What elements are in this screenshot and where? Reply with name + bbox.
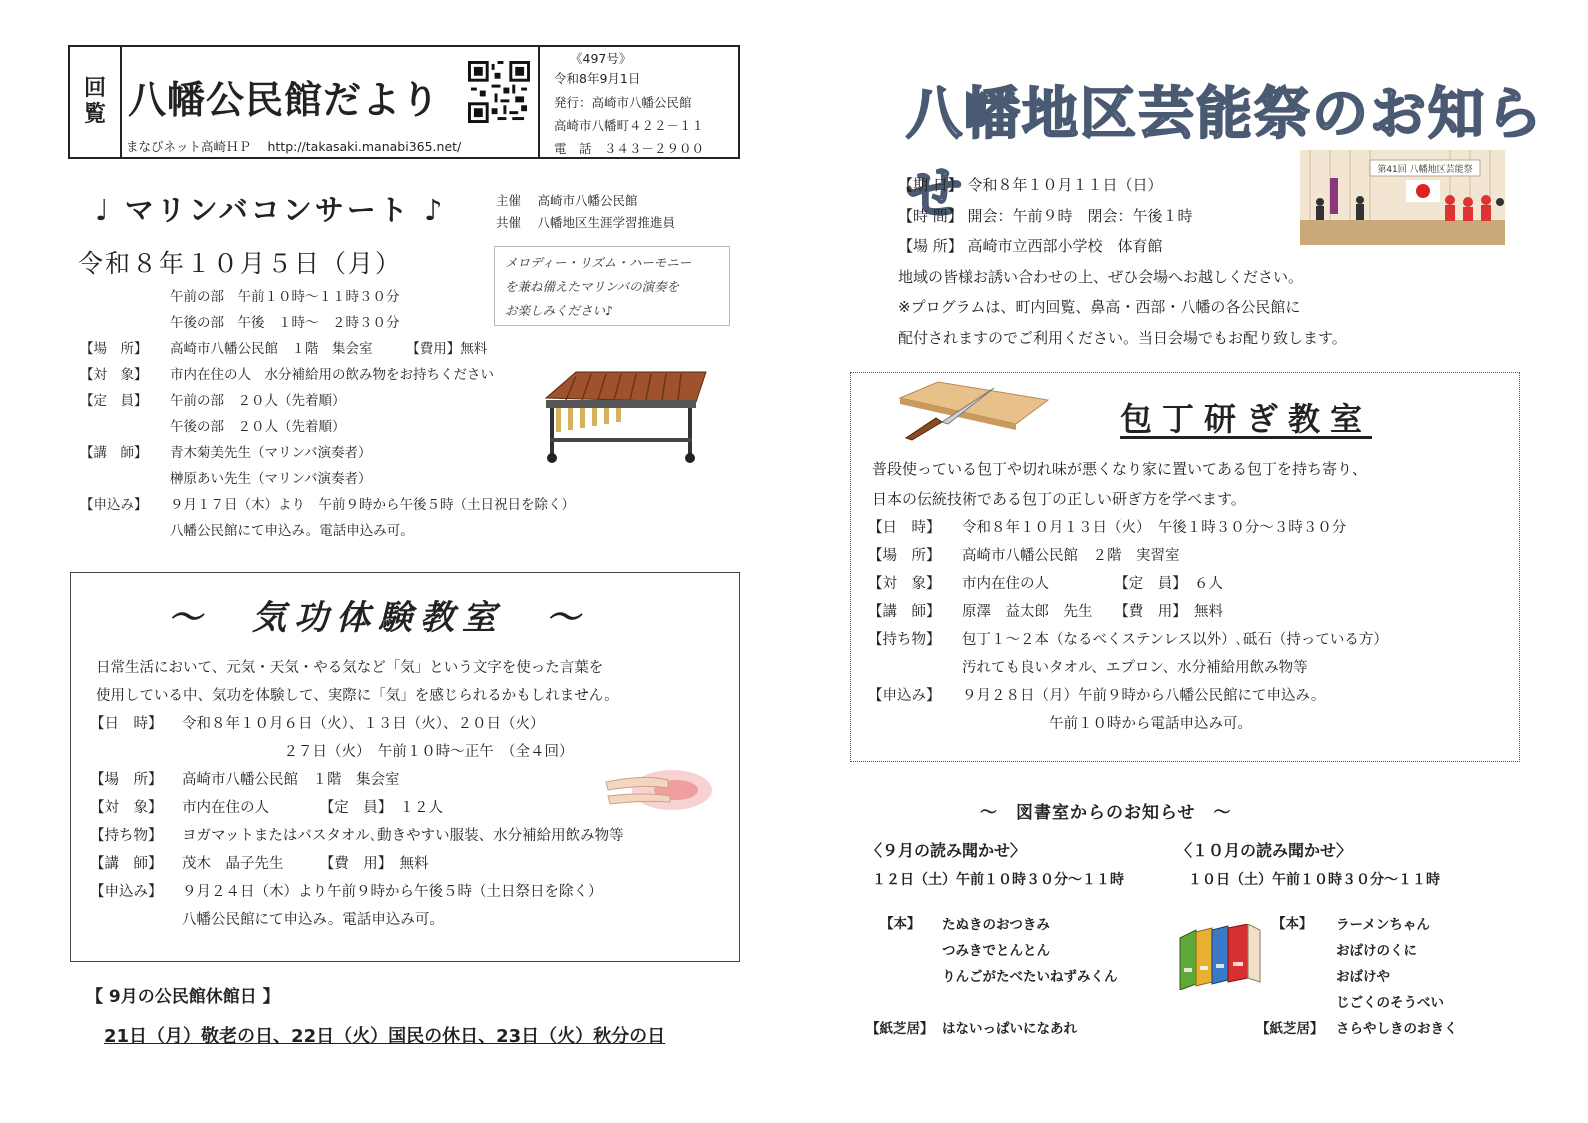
hands-illustration xyxy=(604,766,714,814)
detail-value: ２７日（火） 午前１０時～正午 （全４回） xyxy=(182,744,574,760)
detail-row xyxy=(868,514,1388,542)
phone: 電 話 ３４３－２９００ xyxy=(554,141,705,156)
detail-row xyxy=(80,414,575,440)
kiko-details xyxy=(90,710,624,934)
detail-value: ヨガマットまたはバスタオル､動きやすい服装、水分補給用飲み物等 xyxy=(182,828,624,844)
detail-row xyxy=(90,794,624,822)
oct-time: １０日（土）午前１０時３０分～１１時 xyxy=(1188,872,1440,888)
detail-row xyxy=(90,766,624,794)
detail-label: 【申込み】 xyxy=(80,497,148,513)
book-title: おばけのくに xyxy=(1336,943,1417,959)
geino-details xyxy=(898,170,1347,353)
detail-row xyxy=(80,388,575,414)
marimba-morning: 午前の部 午前１０時～１１時３０分 xyxy=(170,289,400,305)
geino-note-2: 配付されますのでご利用ください。当日会場でもお配り致します。 xyxy=(898,328,1347,347)
detail-row xyxy=(90,850,624,878)
detail-value: 午後の部 ２０人（先着順） xyxy=(170,419,346,435)
oct-kamishibai-label: 【紙芝居】 xyxy=(1256,1021,1324,1037)
detail-value: ９月１７日（木）より 午前９時から午後５時（土日祝日を除く） xyxy=(170,497,575,513)
detail-row xyxy=(868,626,1388,654)
hocho-intro-line: 普段使っている包丁や切れ味が悪くなり家に置いてある包丁を持ち寄り、 xyxy=(872,460,1368,478)
marimba-title: ♩ マリンバコンサート ♪ xyxy=(95,193,446,227)
detail-row xyxy=(868,654,1388,682)
detail-value: 市内在住の人 水分補給用の飲み物をお持ちください xyxy=(170,367,494,383)
sept-kamishibai: はないっぱいになあれ xyxy=(942,1021,1077,1037)
detail-label: 【持ち物】 xyxy=(868,632,941,648)
book-title: つみきでとんとん xyxy=(942,943,1050,959)
detail-label: 【講 師】 xyxy=(90,856,163,872)
hocho-title: 包丁研ぎ教室 xyxy=(1120,400,1373,438)
oct-books xyxy=(1336,912,1444,1016)
publisher: 発行：高崎市八幡公民館 xyxy=(554,95,692,110)
detail-value: 令和８年１０月１３日（火） 午後１時３０分～３時３０分 xyxy=(962,520,1347,536)
book-title: りんごがたべたいねずみくん xyxy=(942,969,1118,985)
melody-callout xyxy=(494,246,730,326)
detail-value: 汚れても良いタオル、エプロン、水分補給用飲み物等 xyxy=(962,660,1308,676)
detail-row xyxy=(90,710,624,738)
detail-value: 八幡公民館にて申込み。電話申込み可。 xyxy=(182,912,444,928)
hocho-intro-line: 日本の伝統技術である包丁の正しい研ぎ方を学べます。 xyxy=(872,490,1246,508)
detail-row xyxy=(90,738,624,766)
detail-label: 【日 時】 xyxy=(868,520,941,536)
marimba-date: 令和８年１０月５日（月） xyxy=(78,249,403,278)
detail-row xyxy=(80,362,575,388)
kiko-title: ～ 気功体験教室 ～ xyxy=(168,598,588,638)
detail-label: 【申込み】 xyxy=(868,688,941,704)
detail-row xyxy=(80,440,575,466)
detail-value: ９月２８日（月）午前９時から八幡公民館にて申込み。 xyxy=(962,688,1326,704)
sept-kamishibai-label: 【紙芝居】 xyxy=(866,1021,934,1037)
detail-row xyxy=(80,336,575,362)
address: 高崎市八幡町４２２－１１ xyxy=(554,118,705,133)
issue-info xyxy=(538,47,740,157)
detail-value: 青木菊美先生（マリンバ演奏者） xyxy=(170,445,372,461)
detail-label: 【日 時】 xyxy=(90,716,163,732)
oct-books-label: 【本】 xyxy=(1272,916,1313,932)
hocho-intro xyxy=(872,454,1367,514)
issue-date: 令和8年9月1日 xyxy=(554,71,641,86)
detail-value: 茂木 晶子先生 【費 用】 無料 xyxy=(182,856,429,872)
co-organizer: 共催 八幡地区生涯学習推進員 xyxy=(496,215,675,230)
detail-label: 【場 所】 xyxy=(868,548,941,564)
detail-label: 【場 所】 xyxy=(90,772,163,788)
detail-row xyxy=(80,492,575,518)
detail-label: 【対 象】 xyxy=(90,800,163,816)
holiday-text: 21日（月）敬老の日、22日（火）国民の休日、23日（火）秋分の日 xyxy=(104,1026,666,1047)
kairan-stamp xyxy=(70,47,122,157)
sept-books-label: 【本】 xyxy=(880,916,921,932)
geino-date: 【期 日】 令和８年１０月１１日（日） xyxy=(898,176,1163,194)
geino-title: 八幡地区芸能祭のお知らせ xyxy=(906,82,1544,227)
holiday-heading: 【 9月の公民館休館日 】 xyxy=(86,987,280,1007)
kiko-intro xyxy=(96,654,619,710)
kairan-char-2: 覧 xyxy=(83,102,106,127)
detail-value: 高崎市八幡公民館 １階 集会室 xyxy=(182,772,400,788)
detail-row xyxy=(868,710,1388,738)
marimba-afternoon: 午後の部 午後 １時～ ２時３０分 xyxy=(170,315,400,331)
detail-label: 【対 象】 xyxy=(868,576,941,592)
detail-row xyxy=(80,518,575,544)
detail-value: 榊原あい先生（マリンバ演奏者） xyxy=(170,471,372,487)
library-title: ～ 図書室からのお知らせ ～ xyxy=(980,803,1232,823)
organizer: 主催 高崎市八幡公民館 xyxy=(496,193,638,208)
melody-line: メロディー・リズム・ハーモニー xyxy=(505,255,692,270)
book-title: おばけや xyxy=(1336,969,1390,985)
detail-row xyxy=(90,906,624,934)
hocho-details xyxy=(868,514,1388,738)
geino-place: 【場 所】 高崎市立西部小学校 体育館 xyxy=(898,237,1163,255)
book-title: たぬきのおつきみ xyxy=(942,917,1050,933)
detail-value: 高崎市八幡公民館 １階 集会室 【費用】無料 xyxy=(170,341,488,357)
detail-value: 市内在住の人 【定 員】 ６人 xyxy=(962,576,1223,592)
marimba-details xyxy=(80,336,575,544)
detail-value: 午前の部 ２０人（先着順） xyxy=(170,393,346,409)
oct-heading: 〈１０月の読み聞かせ〉 xyxy=(1176,841,1353,860)
book-title: じごくのそうべい xyxy=(1336,995,1444,1011)
detail-row xyxy=(868,570,1388,598)
detail-label: 【講 師】 xyxy=(868,604,941,620)
knife-board-illustration xyxy=(898,378,1050,444)
detail-row xyxy=(868,682,1388,710)
geino-note-1: ※プログラムは、町内回覧、鼻高・西部・八幡の各公民館に xyxy=(898,298,1301,316)
kiko-intro-line: 使用している中、気功を体験して、実際に「気」を感じられるかもしれません。 xyxy=(96,688,619,704)
kairan-char-1: 回 xyxy=(83,76,106,101)
detail-value: ９月２４日（木）より午前９時から午後５時（土日祭日を除く） xyxy=(182,884,603,900)
oct-kamishibai: さらやしきのおきく xyxy=(1336,1021,1458,1037)
detail-label: 【対 象】 xyxy=(80,367,148,383)
masthead xyxy=(68,45,740,159)
detail-row xyxy=(90,878,624,906)
homepage-link[interactable]: まなびネット高崎ＨＰ http://takasaki.manabi365.net/ xyxy=(126,139,462,154)
detail-value: 令和８年１０月６日（火）、１３日（火）、２０日（火） xyxy=(182,716,545,732)
issue-number: 《497号》 xyxy=(570,51,632,66)
geino-invite: 地域の皆様お誘い合わせの上、ぜひ会場へお越しください。 xyxy=(898,267,1304,286)
detail-label: 【申込み】 xyxy=(90,884,163,900)
sept-books xyxy=(942,912,1118,990)
sept-time: １２日（土）午前１０時３０分～１１時 xyxy=(872,872,1124,888)
marimba-illustration xyxy=(536,368,708,466)
detail-value: 原澤 益太郎 先生 【費 用】 無料 xyxy=(962,604,1223,620)
qr-code-icon[interactable] xyxy=(468,61,530,123)
detail-row xyxy=(868,542,1388,570)
detail-label: 【場 所】 xyxy=(80,341,148,357)
detail-label: 【講 師】 xyxy=(80,445,148,461)
sept-heading: 〈９月の読み聞かせ〉 xyxy=(866,841,1027,860)
detail-value: 午前１０時から電話申込み可。 xyxy=(962,716,1252,732)
newsletter-title: 八幡公民館だより xyxy=(128,78,441,122)
photo-banner: 第41回 八幡地区芸能祭 xyxy=(1377,165,1473,175)
books-illustration xyxy=(1178,924,1264,990)
kiko-intro-line: 日常生活において、元気・天気・やる気など「気」という文字を使った言葉を xyxy=(96,660,604,676)
detail-row xyxy=(868,598,1388,626)
detail-value: 包丁１～２本（なるべくステンレス以外）､砥石（持っている方） xyxy=(962,632,1388,648)
book-title: ラーメンちゃん xyxy=(1336,917,1430,933)
detail-value: 八幡公民館にて申込み。電話申込み可。 xyxy=(170,523,414,539)
detail-row xyxy=(80,466,575,492)
detail-value: 市内在住の人 【定 員】 １２人 xyxy=(182,800,443,816)
detail-value: 高崎市八幡公民館 ２階 実習室 xyxy=(962,548,1180,564)
geino-time: 【時 間】 開会：午前９時 閉会：午後１時 xyxy=(898,206,1193,225)
melody-line: を兼ね備えたマリンバの演奏を xyxy=(505,279,680,294)
detail-row xyxy=(90,822,624,850)
detail-label: 【持ち物】 xyxy=(90,828,163,844)
melody-line: お楽しみください♪ xyxy=(505,303,613,318)
detail-label: 【定 員】 xyxy=(80,393,148,409)
